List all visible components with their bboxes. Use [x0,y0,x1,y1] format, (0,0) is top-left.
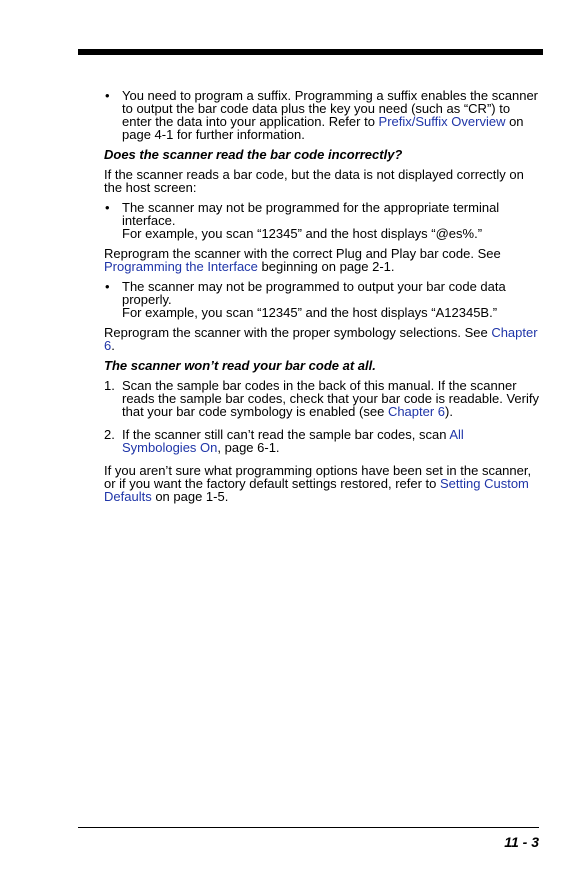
number-label: 1. [104,378,115,393]
heading-wont-read: The scanner won’t read your bar code at all. [104,358,376,373]
link-setting-custom-defaults[interactable]: Setting Custom Defaults [104,476,529,504]
item-2-text-end: , page 6-1. [217,440,280,455]
item-1-text: Scan the sample bar codes in the back of this manual. If the scanner reads the sample bar codes, check that your bar code is readable. Verify that your bar code symbology is enabled (see [122,378,539,419]
bullet-output-line2: For example, you scan “12345” and the host displays “A12345B.” [122,305,498,320]
paragraph-reprogram-symbology [104,326,540,352]
number-label: 2. [104,427,115,442]
footer-rule [78,827,539,828]
paragraph-host-screen: If the scanner reads a bar code, but the data is not displayed correctly on the host screen: [104,167,524,195]
bullet-output-line1: The scanner may not be programmed to output your bar code data properly. [122,279,506,307]
bullet-mark: • [105,88,110,103]
link-prefix-suffix-overview[interactable]: Prefix/Suffix Overview [378,114,506,129]
defaults-text-end: on page 1-5. [151,489,229,504]
link-chapter-6[interactable]: Chapter 6 [104,325,538,353]
link-all-symbologies-on[interactable]: All Symbologies On [122,427,464,455]
bullet-mark: • [105,200,110,215]
defaults-text: If you aren’t sure what programming options have been set in the scanner, or if you want the factory default settings restored, refer to [104,463,532,491]
paragraph-reprogram-plug-play [104,247,540,273]
reprogram-text: Reprogram the scanner with the correct Plug and Play bar code. See [104,246,501,261]
link-chapter-6-item[interactable]: Chapter 6 [387,404,446,419]
page-content [104,89,540,510]
item-1-text-end: ). [445,404,453,419]
header-rule [78,49,543,55]
bullet-terminal-interface [104,201,540,240]
paragraph-factory-defaults [104,464,540,503]
heading-reads-incorrectly: Does the scanner read the bar code incorrectly? [104,147,403,162]
numbered-item-2 [104,428,540,454]
bullet-output-data [104,280,540,319]
bullet-terminal-line1: The scanner may not be programmed for the appropriate terminal interface. [122,200,500,228]
symbology-text-end: . [111,338,115,353]
reprogram-text-end: beginning on page 2-1. [257,259,395,274]
numbered-item-1 [104,379,540,418]
item-2-text: If the scanner still can’t read the sample bar codes, scan [122,427,450,442]
bullet-terminal-line2: For example, you scan “12345” and the host displays “@es%.” [122,226,483,241]
link-programming-interface[interactable]: Programming the Interface [104,259,258,274]
bullet-suffix-text-end: on page 4-1 for further information. [122,114,524,142]
symbology-text: Reprogram the scanner with the proper symbology selections. See [104,325,492,340]
bullet-suffix [104,89,540,141]
bullet-mark: • [105,279,110,294]
bullet-suffix-text: You need to program a suffix. Programming a suffix enables the scanner to output the bar code data plus the key you need (such as “CR”) to enter the data into your application. Refer to [122,88,539,129]
page-number: 11 - 3 [504,834,539,850]
